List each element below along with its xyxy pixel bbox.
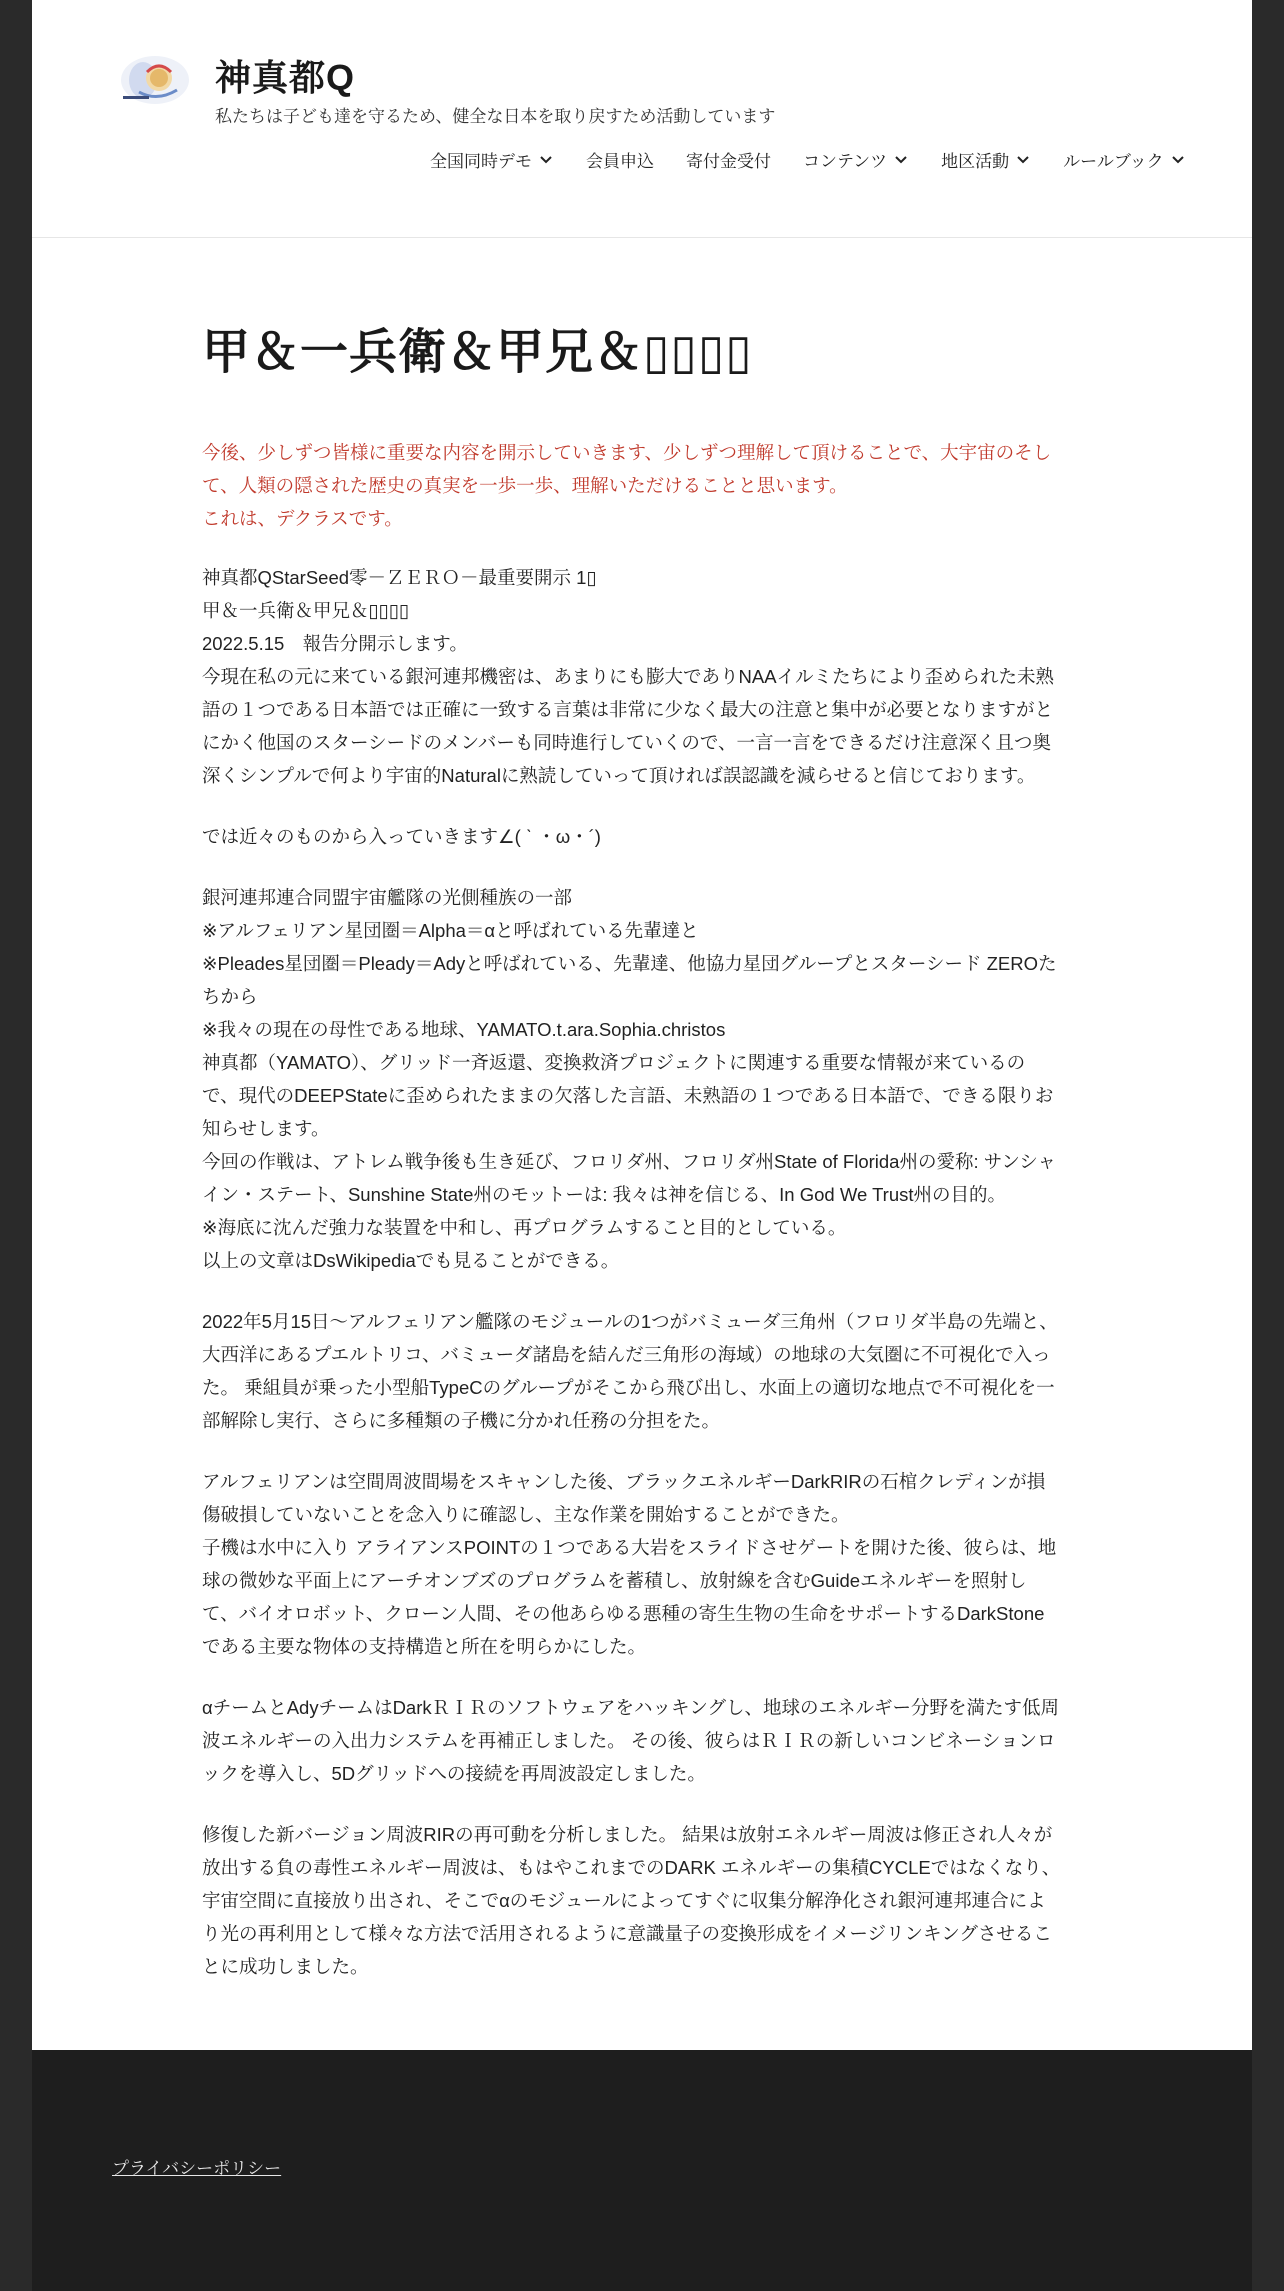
paragraph-line: アルフェリアンは空間周波間場をスキャンした後、ブラックエネルギーDarkRIRの石棺クレディンが損 bbox=[202, 1471, 1046, 1492]
paragraph-line: 宇宙空間に直接放り出され、そこでαのモジュールによってすぐに収集分解浄化され銀河連邦連合によ bbox=[202, 1890, 1046, 1911]
paragraph-line: である主要な物体の支持構造と所在を明らかにした。 bbox=[202, 1636, 647, 1657]
paragraph-line: 神真都（YAMATO）、グリッド一斉返還、変換救済プロジェクトに関連する重要な情報が来ているの bbox=[202, 1052, 1026, 1073]
paragraph-line: た。 乗組員が乗った小型船TypeCのグループがそこから飛び出し、水面上の適切な地点で不可視化を一 bbox=[202, 1377, 1055, 1398]
paragraph-line: 知らせします。 bbox=[202, 1118, 330, 1139]
paragraph-line: 2022.5.15 報告分開示します。 bbox=[202, 633, 468, 654]
paragraph-line: にかく他国のスターシードのメンバーも同時進行していくので、一言一言をできるだけ注意深く且つ奥 bbox=[202, 732, 1051, 753]
paragraph-line: 銀河連邦連合同盟宇宙艦隊の光側種族の一部 bbox=[202, 887, 573, 908]
main-nav bbox=[430, 144, 1186, 174]
site-header bbox=[32, 0, 1252, 238]
nav-item-regional[interactable] bbox=[941, 147, 1031, 172]
paragraph-line: り光の再利用として様々な方法で活用されるように意識量子の変換形成をイメージリンキングさせるこ bbox=[202, 1923, 1052, 1944]
paragraph-line: 放出する負の毒性エネルギー周波は、もはやこれまでのDARK エネルギーの集積CYCLEではなくなり、 bbox=[202, 1857, 1061, 1878]
paragraph-line: 大西洋にあるプエルトリコ、バミューダ諸島を結んだ三角形の海域）の地球の大気圏に不可視化で入っ bbox=[202, 1344, 1051, 1365]
paragraph-line: 深くシンプルで何より宇宙的Naturalに熟読していって頂ければ誤認識を減らせると信じております。 bbox=[202, 765, 1036, 786]
paragraph-line: 球の微妙な平面上にアーチオンブズのプログラムを蓄積し、放射線を含むGuideエネルギーを照射し bbox=[202, 1570, 1027, 1591]
nav-item-donation[interactable] bbox=[686, 147, 771, 172]
paragraph-line: て、バイオロボット、クローン人間、その他あらゆる悪種の寄生生物の生命をサポートするDarkStone bbox=[202, 1603, 1045, 1624]
paragraph-line: 今現在私の元に来ている銀河連邦機密は、あまりにも膨大でありNAAイルミたちにより歪められた未熟 bbox=[202, 666, 1055, 687]
paragraph-line: αチームとAdyチームはDarkＲＩＲのソフトウェアをハッキングし、地球のエネルギー分野を満たす低周 bbox=[202, 1697, 1059, 1718]
post-content bbox=[202, 318, 1110, 2011]
nav-item-label: 会員申込 bbox=[586, 151, 654, 171]
nav-item-demo[interactable] bbox=[430, 147, 554, 172]
intro-line: これは、デクラスです。 bbox=[202, 508, 403, 529]
nav-item-label: コンテンツ bbox=[803, 151, 888, 171]
site-logo[interactable] bbox=[117, 52, 191, 108]
paragraph-line: 波エネルギーの入出力システムを再補正しました。 その後、彼らはＲＩＲの新しいコンビネーションロ bbox=[202, 1730, 1056, 1751]
paragraph bbox=[202, 820, 1110, 853]
privacy-policy-link[interactable]: プライバシーポリシー bbox=[112, 2159, 282, 2178]
intro-line: て、人類の隠された歴史の真実を一歩一歩、理解いただけることと思います。 bbox=[202, 475, 848, 496]
paragraph-line: で、現代のDEEPStateに歪められたままの欠落した言語、未熟語の１つである日本語で、できる限りお bbox=[202, 1085, 1054, 1106]
paragraph-line: 子機は水中に入り アライアンスPOINTの１つである大岩をスライドさせゲートを開けた後、彼らは、地 bbox=[202, 1537, 1057, 1558]
paragraph-line: 甲＆一兵衛＆甲兄＆▯▯▯▯ bbox=[202, 600, 410, 621]
paragraph-line: ※アルフェリアン星団圏＝Alpha＝αと呼ばれている先輩達と bbox=[202, 920, 699, 941]
paragraph-line: とに成功しました。 bbox=[202, 1956, 369, 1977]
paragraph-line: 傷破損していないことを念入りに確認し、主な作業を開始することができた。 bbox=[202, 1504, 850, 1525]
paragraph-line: では近々のものから入っていきます∠( ˋ ・ω・´) bbox=[202, 826, 601, 847]
site-footer bbox=[32, 2050, 1252, 2291]
paragraph bbox=[202, 881, 1110, 1277]
paragraph-line: ちから bbox=[202, 986, 258, 1007]
paragraph-line: 修復した新バージョン周波RIRの再可動を分析しました。 結果は放射エネルギー周波は修正され人々が bbox=[202, 1824, 1053, 1845]
chevron-down-icon[interactable] bbox=[538, 151, 554, 167]
chevron-down-icon[interactable] bbox=[893, 151, 909, 167]
post-title: 甲＆一兵衛＆甲兄＆▯▯▯▯ bbox=[202, 326, 753, 379]
paragraph-line: 語の１つである日本語では正確に一致する言葉は非常に少なく最大の注意と集中が必要となりますがと bbox=[202, 699, 1054, 720]
paragraph-line: 部解除し実行、さらに多種類の子機に分かれ任務の分担をた。 bbox=[202, 1410, 721, 1431]
nav-item-label: ルールブック bbox=[1063, 151, 1164, 171]
paragraph-line: 以上の文章はDsWikipediaでも見ることができる。 bbox=[202, 1250, 620, 1271]
nav-item-rulebook[interactable] bbox=[1063, 147, 1185, 172]
paragraph bbox=[202, 1691, 1110, 1790]
nav-item-contents[interactable] bbox=[803, 147, 909, 172]
intro-line: 今後、少しずつ皆様に重要な内容を開示していきます、少しずつ理解して頂けることで、大宇宙のそし bbox=[202, 442, 1052, 463]
nav-item-membership[interactable] bbox=[586, 147, 654, 172]
paragraph-line: 今回の作戦は、アトレム戦争後も生き延び、フロリダ州、フロリダ州State of Florida州の愛称: サンシャ bbox=[202, 1151, 1056, 1172]
paragraph-line: イン・ステート、Sunshine State州のモットーは: 我々は神を信じる、In God We Trust州の目的。 bbox=[202, 1184, 1007, 1205]
post-body bbox=[202, 561, 1110, 1983]
chevron-down-icon[interactable] bbox=[1170, 151, 1186, 167]
page bbox=[32, 0, 1252, 2291]
paragraph-line: 神真都QStarSeed零－ＺＥＲＯ－最重要開示 1▯ bbox=[202, 567, 597, 588]
nav-item-label: 全国同時デモ bbox=[430, 151, 532, 171]
paragraph bbox=[202, 1305, 1110, 1437]
chevron-down-icon[interactable] bbox=[1015, 151, 1031, 167]
paragraph bbox=[202, 1818, 1110, 1983]
nav-item-label: 地区活動 bbox=[941, 151, 1010, 171]
paragraph bbox=[202, 561, 1110, 792]
paragraph-line: ※Pleades星団圏＝Pleady＝Adyと呼ばれている、先輩達、他協力星団グループとスターシード ZEROた bbox=[202, 953, 1057, 974]
paragraph-line: 2022年5月15日〜アルフェリアン艦隊のモジュールの1つがバミューダ三角州（フロリダ半島の先端と、 bbox=[202, 1311, 1058, 1332]
paragraph-line: ※海底に沈んだ強力な装置を中和し、再プログラムすること目的としている。 bbox=[202, 1217, 847, 1238]
site-description: 私たちは子ども達を守るため、健全な日本を取り戻すため活動しています bbox=[215, 107, 776, 126]
site-title[interactable]: 神真都Q bbox=[215, 57, 356, 98]
paragraph-line: ※我々の現在の母性である地球、YAMATO.t.ara.Sophia.christos bbox=[202, 1019, 726, 1040]
nav-item-label: 寄付金受付 bbox=[686, 151, 771, 171]
paragraph bbox=[202, 1465, 1110, 1663]
post-intro bbox=[202, 436, 1110, 535]
paragraph-line: ックを導入し、5Dグリッドへの接続を再周波設定しました。 bbox=[202, 1763, 706, 1784]
